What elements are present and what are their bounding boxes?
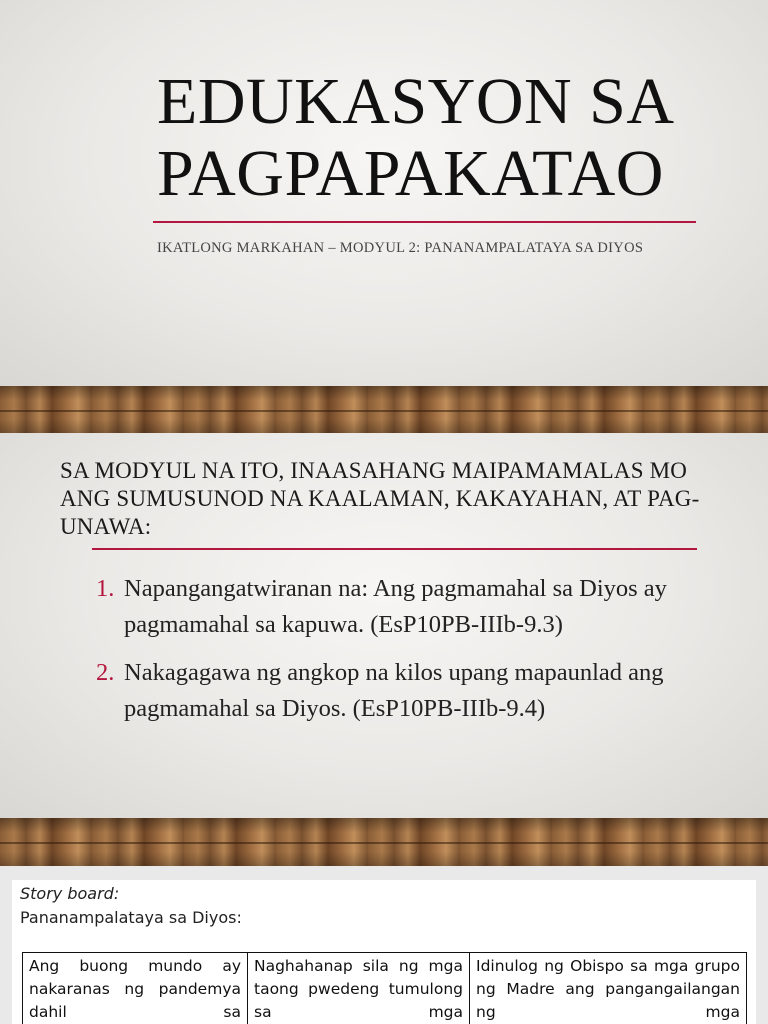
table-cell: Ang buong mundo ay nakaranas ng pandemya dahil sa [23,953,248,1024]
list-item-text: Napangangatwiranan na: Ang pagmamahal sa Diyos ay pagmamahal sa kapuwa. (EsP10PB-IIIb-9.3) [124,575,667,638]
objectives-slide [0,433,768,818]
list-item-number: 2. [96,659,115,686]
slide-title [157,66,675,210]
list-item [96,571,696,643]
storyboard-sublabel: Pananampalataya sa Diyos: [20,908,242,927]
storyboard-document [0,866,768,1024]
list-item [96,655,696,727]
title-line-1: EDUKASYON SA [157,65,675,138]
table-row [23,953,747,1024]
table-cell: Naghahanap sila ng mga taong pwedeng tumulong sa mga [248,953,470,1024]
list-item-text: Nakagagawa ng angkop na kilos upang mapaunlad ang pagmamahal sa Diyos. (EsP10PB-IIIb-9.4) [124,659,664,722]
document-page [12,880,756,1024]
storyboard-table [22,952,747,1024]
title-line-2: PAGPAPAKATAO [157,137,664,210]
list-item-number: 1. [96,575,115,602]
wood-floor-divider-1 [0,386,768,433]
wood-floor-divider-2 [0,818,768,866]
slide-subtitle: IKATLONG MARKAHAN – MODYUL 2: PANANAMPALATAYA SA DIYOS [157,240,644,256]
storyboard-label: Story board: [20,884,120,903]
objectives-list [96,571,696,739]
title-slide [0,0,768,386]
objectives-divider [92,548,697,550]
table-cell: Idinulog ng Obispo sa mga grupo ng Madre ang pangangailangan ng mga [470,953,747,1024]
objectives-heading: SA MODYUL NA ITO, INAASAHANG MAIPAMAMALAS MO ANG SUMUSUNOD NA KAALAMAN, KAKAYAHAN, AT PAG-UNAWA: [60,458,700,539]
title-divider [153,221,696,223]
